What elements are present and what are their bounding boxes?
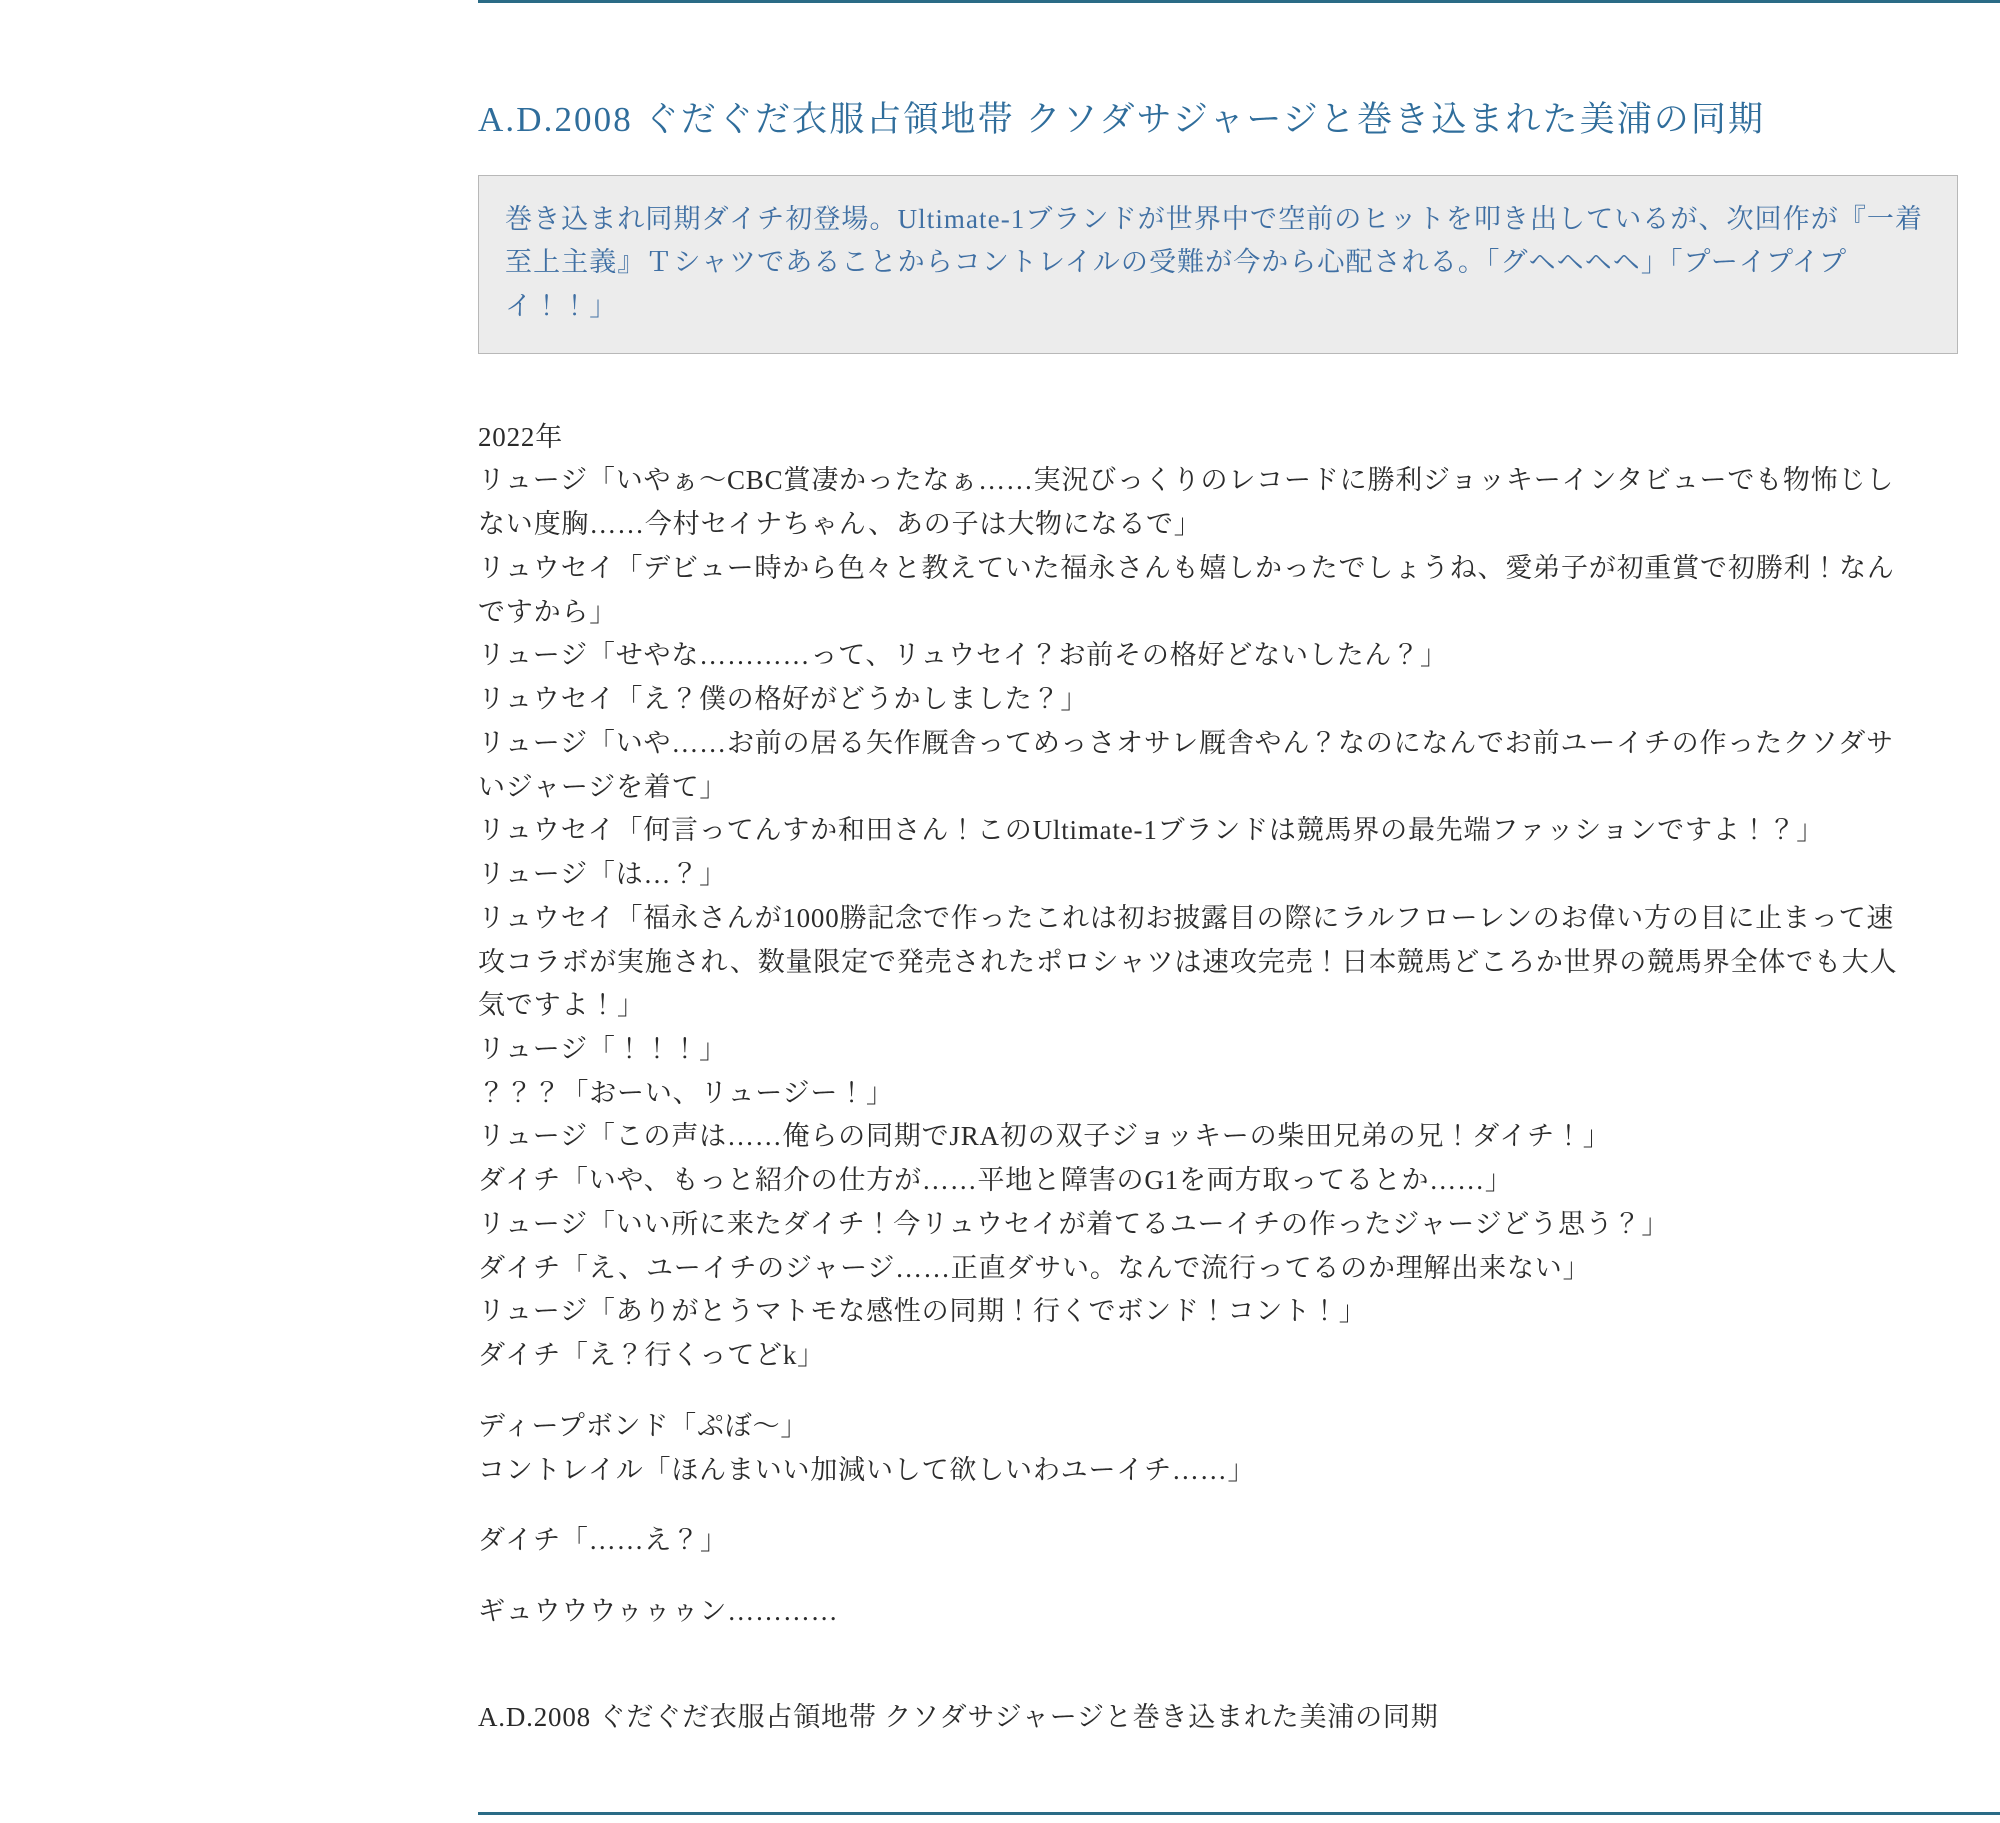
bottom-divider: [478, 1812, 2000, 1815]
dialogue-line: ダイチ「え、ユーイチのジャージ……正直ダサい。なんで流行ってるのか理解出来ない」: [478, 1252, 1591, 1283]
dialogue-line: リュージ「ありがとうマトモな感性の同期！行くでボンド！コント！」: [478, 1296, 1367, 1327]
dialogue-line: ダイチ「……え？」: [478, 1525, 728, 1556]
dialogue-line: リュウセイ「デビュー時から色々と教えていた福永さんも嬉しかったでしょうね、愛弟子が初重賞で初勝利！なんですから」: [478, 552, 1895, 627]
dialogue-line: リュージ「いい所に来たダイチ！今リュウセイが着てるユーイチの作ったジャージどう思う？」: [478, 1208, 1670, 1239]
top-divider: [478, 0, 2000, 3]
dialogue-line: リュージ「！！！」: [478, 1033, 727, 1064]
dialogue-line: ダイチ「いや、もっと紹介の仕方が……平地と障害のG1を両方取ってるとか……」: [478, 1165, 1513, 1196]
episode-footer-title: A.D.2008 ぐだぐだ衣服占領地帯 クソダサジャージと巻き込まれた美浦の同期: [478, 1701, 1439, 1732]
dialogue-line: リュージ「せやな…………って、リュウセイ？お前その格好どないしたん？」: [478, 640, 1448, 671]
dialogue-line: コントレイル「ほんまいい加減いして欲しいわユーイチ……」: [478, 1454, 1256, 1485]
year-label: 2022年: [478, 421, 564, 452]
page-title: A.D.2008 ぐだぐだ衣服占領地帯 クソダサジャージと巻き込まれた美浦の同期: [478, 100, 1766, 139]
dialogue-line: ダイチ「え？行くってどk」: [478, 1340, 825, 1371]
summary-text: 巻き込まれ同期ダイチ初登場。Ultimate-1ブランドが世界中で空前のヒットを叩き出しているが、次回作が『一着至上主義』Ｔシャツであることからコントレイルの受難が今から心配される。「グヘヘヘヘ」「プーイプイプイ！！」: [505, 203, 1924, 321]
dialogue-line: リュージ「いや……お前の居る矢作厩舎ってめっさオサレ厩舎やん？なのになんでお前ユーイチの作ったクソダサいジャージを着て」: [478, 727, 1894, 802]
dialogue-line: リュウセイ「福永さんが1000勝記念で作ったこれは初お披露目の際にラルフローレンのお偉い方の目に止まって速攻コラボが実施され、数量限定で発売されたポロシャツは速攻完売！日本競馬どころか世界の競馬界全体でも大人気ですよ！」: [478, 902, 1898, 1021]
dialogue-line: ディープボンド「ぷぼ〜」: [478, 1410, 809, 1441]
sound-effect-line: ギュウウウゥゥゥン…………: [478, 1596, 839, 1627]
dialogue-line: リュージ「は…？」: [478, 859, 727, 890]
story-body: [478, 416, 1980, 1634]
dialogue-line: リュージ「この声は……俺らの同期でJRA初の双子ジョッキーの柴田兄弟の兄！ダイチ！」: [478, 1121, 1611, 1152]
dialogue-line: ？？？「おーい、リュージー！」: [478, 1077, 894, 1108]
dialogue-line: リュージ「いやぁ〜CBC賞凄かったなぁ……実況びっくりのレコードに勝利ジョッキーインタビューでも物怖じしない度胸……今村セイナちゃん、あの子は大物になるで」: [478, 465, 1895, 540]
summary-box: [478, 175, 1958, 354]
dialogue-line: リュウセイ「何言ってんすか和田さん！このUltimate-1ブランドは競馬界の最先端ファッションですよ！？」: [478, 815, 1825, 846]
dialogue-line: リュウセイ「え？僕の格好がどうかしました？」: [478, 684, 1089, 715]
